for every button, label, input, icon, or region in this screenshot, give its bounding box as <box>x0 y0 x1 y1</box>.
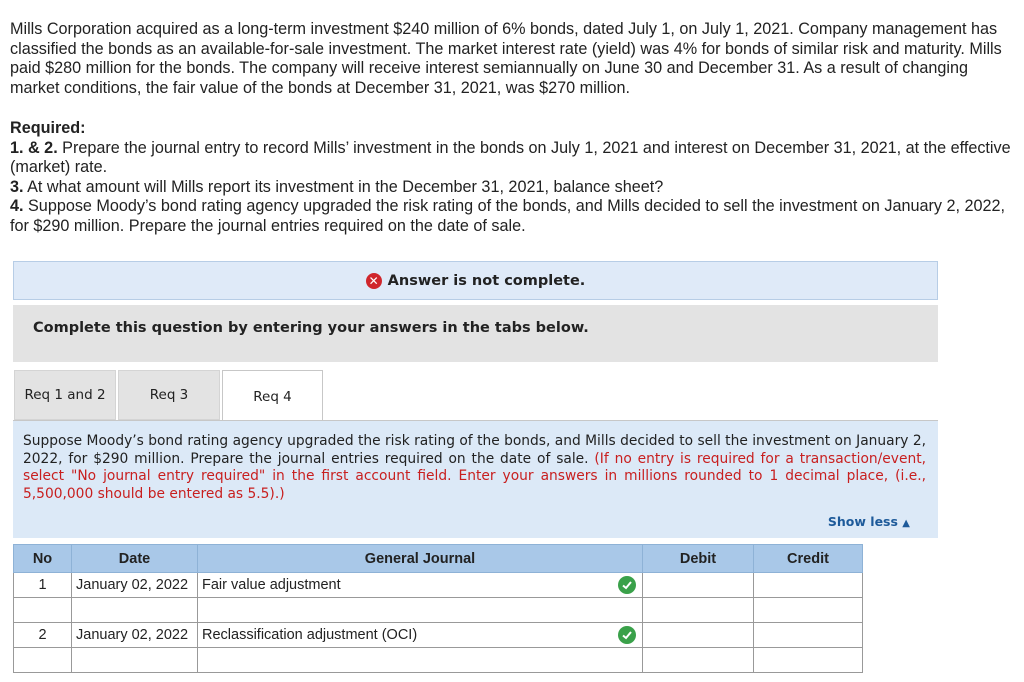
credit-input[interactable] <box>754 598 863 623</box>
account-select[interactable] <box>198 598 643 623</box>
credit-input[interactable] <box>754 623 863 648</box>
required-item-1-2-number: 1. & 2. <box>10 138 58 157</box>
banner-text: Answer is not complete. <box>387 272 586 289</box>
credit-input[interactable] <box>754 573 863 598</box>
tab-label: Req 4 <box>253 388 292 405</box>
account-value: Fair value adjustment <box>202 577 341 593</box>
debit-input[interactable] <box>643 623 754 648</box>
check-icon <box>618 576 636 594</box>
instructions-text: Complete this question by entering your answers in the tabs below. <box>33 320 589 336</box>
show-less-link[interactable] <box>828 514 910 529</box>
required-section <box>10 119 1022 236</box>
col-header-debit: Debit <box>643 545 754 573</box>
table-row <box>14 623 863 648</box>
account-select[interactable] <box>198 573 643 598</box>
debit-input[interactable] <box>643 573 754 598</box>
table-row <box>14 648 863 673</box>
required-item-4-text: Suppose Moody’s bond rating agency upgraded the risk rating of the bonds, and Mills decided to sell the investment on January 2, 2022, for $290 million. Prepare the journal entries required on the date of sale. <box>10 197 1005 235</box>
required-item-3 <box>10 178 1022 198</box>
required-heading: Required: <box>10 119 86 137</box>
tab-req-1-and-2[interactable] <box>14 370 116 420</box>
tab-label: Req 1 and 2 <box>24 387 106 403</box>
triangle-up-icon: ▲ <box>902 518 910 529</box>
problem-intro: Mills Corporation acquired as a long-term investment $240 million of 6% bonds, dated July 1, on July 1, 2021. Company management has classified the bonds as an available-for-sale investment. The market interest rate (yield) was 4% for bonds of similar risk and maturity. Mills paid $280 million for the bonds. The company will receive interest semiannually on June 30 and December 31. As a result of changing market conditions, the fair value of the bonds at December 31, 2021, was $270 million. <box>10 20 1002 97</box>
col-header-date: Date <box>72 545 198 573</box>
debit-input[interactable] <box>643 598 754 623</box>
panel-question: Suppose Moody’s bond rating agency upgraded the risk rating of the bonds, and Mills decided to sell the investment on January 2, 2022, for $290 million. Prepare the journal entries required on the date of sale. <box>23 433 926 467</box>
show-less-label: Show less <box>827 514 898 529</box>
instructions-box <box>13 305 938 362</box>
account-select[interactable] <box>198 648 643 673</box>
panel-text <box>23 433 926 503</box>
account-value: Reclassification adjustment (OCI) <box>202 627 418 643</box>
tab-req-3[interactable] <box>118 370 220 420</box>
required-item-1-2-text: Prepare the journal entry to record Mills’ investment in the bonds on July 1, 2021 and interest on December 31, 2021, at the effective (market) rate. <box>10 138 1011 176</box>
date-select[interactable]: January 02, 2022 <box>72 573 198 598</box>
required-item-1-2 <box>10 139 1022 178</box>
tab-label: Req 3 <box>149 387 189 403</box>
problem-statement <box>10 20 1020 98</box>
entry-number <box>14 648 72 673</box>
journal-table <box>13 544 863 673</box>
required-item-3-number: 3. <box>10 177 24 196</box>
journal-header-row <box>14 545 863 573</box>
date-select[interactable] <box>72 648 198 673</box>
entry-number: 2 <box>14 623 72 648</box>
req-4-panel <box>13 420 938 538</box>
answer-status-banner <box>13 261 938 300</box>
required-item-4-number: 4. <box>10 197 24 215</box>
required-item-3-text: At what amount will Mills report its investment in the December 31, 2021, balance sheet? <box>23 177 664 196</box>
tab-req-4[interactable] <box>222 370 323 422</box>
entry-number <box>14 598 72 623</box>
account-select[interactable] <box>198 623 643 648</box>
credit-input[interactable] <box>754 648 863 673</box>
col-header-general-journal: General Journal <box>198 545 643 573</box>
panel-note: (If no entry is required for a transaction/event, select "No journal entry required" in the first account field. Enter your answers in millions rounded to 1 decimal place, (i.e., 5,500,000 should be entered as 5.5).) <box>23 450 926 502</box>
col-header-no: No <box>14 545 72 573</box>
col-header-credit: Credit <box>754 545 863 573</box>
entry-number: 1 <box>14 573 72 598</box>
check-icon <box>618 626 636 644</box>
table-row <box>14 598 863 623</box>
date-select[interactable]: January 02, 2022 <box>72 623 198 648</box>
required-item-4 <box>10 197 1022 236</box>
debit-input[interactable] <box>643 648 754 673</box>
error-x-icon: ✕ <box>366 273 382 289</box>
date-select[interactable] <box>72 598 198 623</box>
table-row <box>14 573 863 598</box>
